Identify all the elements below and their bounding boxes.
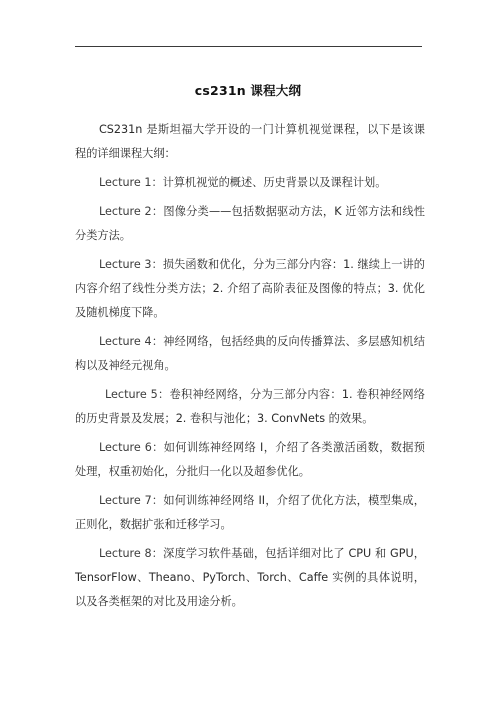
document-body [75, 118, 425, 619]
lecture-4-paragraph [75, 330, 425, 378]
lecture-6-paragraph [75, 436, 425, 484]
document-title: cs231n 课程大纲 [194, 83, 302, 98]
lecture-label: Lecture 4： [99, 335, 164, 348]
lecture-3-paragraph [75, 253, 425, 325]
header-divider [75, 46, 422, 47]
lecture-2-paragraph [75, 200, 425, 248]
lecture-7-paragraph [75, 489, 425, 537]
lecture-label: Lecture 2： [99, 205, 164, 218]
lecture-text: 损失函数和优化，分为三部分内容：1. 继续上一讲的内容介绍了线性分类方法；2. 介绍了高阶表征及图像的特点；3. 优化及随机梯度下降。 [75, 258, 425, 319]
lecture-text: 计算机视觉的概述、历史背景以及课程计划。 [162, 176, 387, 189]
lecture-8-paragraph [75, 542, 425, 614]
lecture-1-paragraph [75, 171, 425, 195]
lecture-text: 卷积神经网络，分为三部分内容：1. 卷积神经网络的历史背景及发展；2. 卷积与池化；3. ConvNets 的效果。 [75, 388, 425, 425]
lecture-label: Lecture 5： [105, 388, 170, 401]
lecture-label: Lecture 3： [99, 258, 163, 271]
lecture-label: Lecture 6： [99, 441, 164, 454]
lecture-text: 深度学习软件基础，包括详细对比了 CPU 和 GPU，TensorFlow、Theano、PyTorch、Torch、Caffe 实例的具体说明，以及各类框架的对比及用途分析。 [75, 547, 425, 608]
lecture-text: 如何训练神经网络 II，介绍了优化方法，模型集成，正则化，数据扩张和迁移学习。 [75, 494, 425, 531]
intro-paragraph: CS231n 是斯坦福大学开设的一门计算机视觉课程，以下是该课程的详细课程大纲： [75, 123, 425, 160]
lecture-label: Lecture 8： [99, 547, 164, 560]
lecture-text: 神经网络，包括经典的反向传播算法、多层感知机结构以及神经元视角。 [75, 335, 425, 372]
lecture-5-paragraph [75, 383, 425, 431]
lecture-label: Lecture 1： [99, 176, 163, 189]
lecture-label: Lecture 7： [99, 494, 164, 507]
lecture-text: 图像分类——包括数据驱动方法，K 近邻方法和线性分类方法。 [75, 205, 425, 242]
lecture-text: 如何训练神经网络 I，介绍了各类激活函数，数据预处理，权重初始化，分批归一化以及超参优化。 [75, 441, 425, 478]
